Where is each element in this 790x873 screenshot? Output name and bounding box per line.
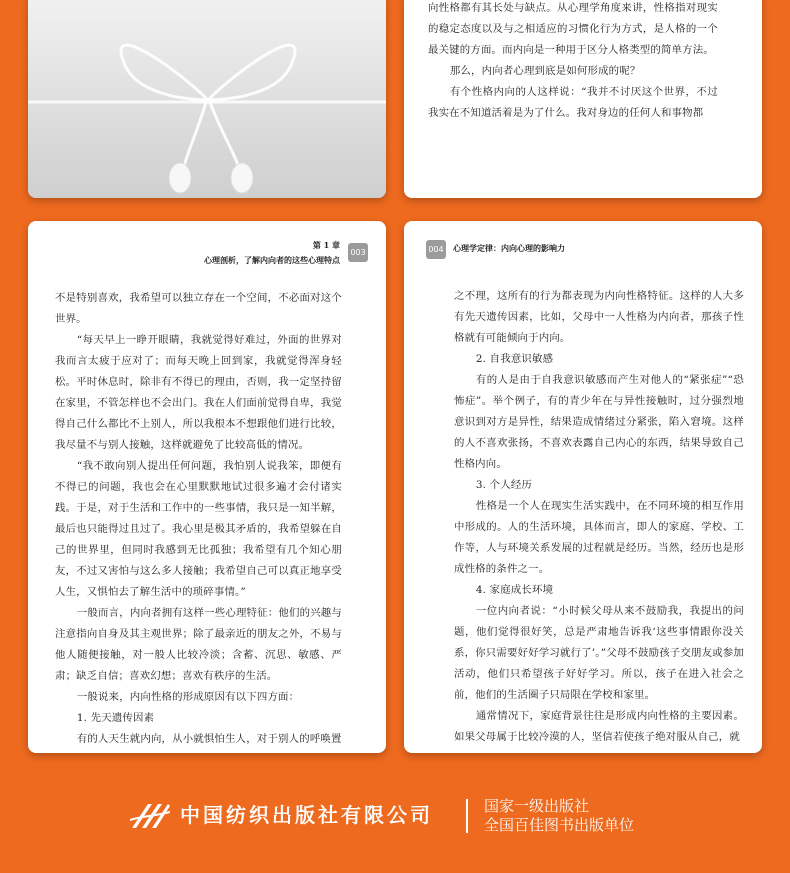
page-004-card	[404, 221, 762, 753]
page-number-badge: 004	[426, 240, 446, 259]
page-fragment-text	[428, 0, 718, 124]
paragraph: 向性格都有其长处与缺点。从心理学角度来讲，性格指对现实的稳定态度以及与之相适应的习惯化行为方式，是人格的一个最关键的方面。而内向是一种用于区分人格类型的简单方法。	[428, 2, 718, 56]
chapter-number: 第 1 章	[312, 240, 340, 250]
section-heading: 2. 自我意识敏感	[475, 353, 554, 365]
paragraph: 那么，内向者心理到底是如何形成的呢？	[449, 65, 641, 77]
paragraph: 有的人是由于自我意识敏感而产生对他人的“紧张症”“恐怖症”。举个例子，有的青少年在与异性接触时，过分强烈地意识到对方是异性，结果造成情绪过分紧张，陷入窘境。这样的人不喜欢张扬，不喜欢表露自己内心的东西，结果导致自己性格内向。	[454, 374, 744, 470]
paragraph: 性格是一个人在现实生活实践中，在不同环境的相互作用中形成的。人的生活环境，具体而言，即人的家庭、学校、工作等，人与环境关系发展的过程就是经历。当然，经历也是形成性格的条件之一。	[454, 500, 744, 575]
paragraph: 有个性格内向的人这样说：“我并不讨厌这个世界，不过我实在不知道活着是为了什么。我对身边的任何人和事物都	[428, 86, 718, 119]
page-body	[55, 288, 342, 750]
publisher-name: 中国纺织出版社有限公司	[180, 803, 433, 827]
page-fragment-card	[404, 0, 762, 198]
paragraph: 有的人天生就内向，从小就惧怕生人，对于别人的呼唤置	[76, 733, 342, 745]
paragraph: 通常情况下，家庭背景往往是形成内向性格的主要因素。如果父母属于比较冷漠的人，坚信若使孩子绝对服从自己，就	[454, 710, 744, 743]
section-heading: 3. 个人经历	[475, 479, 533, 491]
page-header	[204, 238, 340, 268]
section-heading: 1. 先天遗传因素	[76, 712, 155, 724]
publisher-credentials	[484, 797, 634, 835]
chapter-title: 心理剖析，了解内向者的这些心理特点	[204, 255, 340, 265]
paragraph: 之不理，这所有的行为都表现为内向性格特征。这样的人大多有先天遗传因素，比如，父母中一人性格为内向者，那孩子性格就有可能倾向于内向。	[454, 290, 744, 344]
section-heading: 4. 家庭成长环境	[475, 584, 554, 596]
page-003-card	[28, 221, 386, 753]
paragraph: 一位内向者说：“小时候父母从来不鼓励我，我提出的问题，他们觉得很好笑，总是严肃地告诉我‘这些事情跟你没关系，你只需要好好学习就行了’。”父母不鼓励孩子交朋友或参加活动，他们只希望孩子好好学习。所以，孩子在进入社会之前，他们的生活圈子只局限在学校和家里。	[454, 605, 744, 701]
footer-divider	[466, 799, 468, 833]
publisher-logo-icon	[130, 800, 170, 832]
page-body	[454, 286, 744, 748]
paragraph: “每天早上一睁开眼睛，我就觉得好难过，外面的世界对我而言太疲于应对了；而每天晚上回到家，我就觉得浑身轻松。平时休息时，除非有不得已的理由，否则，我一定坚持留在家里，不管怎样也不会出门。我在人们面前觉得自卑，我觉得自己什么都比不上别人，所以我根本不想跟他们进行比较，我尽量不与别人接触，这样就避免了比较高低的情况。	[55, 334, 342, 451]
credential-line: 全国百佳图书出版单位	[484, 816, 635, 834]
paragraph: 不是特别喜欢，我希望可以独立存在一个空间，不必面对这个世界。	[55, 292, 342, 325]
paragraph: “我不敢向别人提出任何问题，我怕别人说我笨，即便有不得已的问题，我也会在心里默默地试过很多遍才会付诸实践。于是，对于生活和工作中的一些事情，我只是一知半解，最后也只能得过且过了。我心里是极其矛盾的，我希望躲在自己的世界里，但同时我感到无比孤独；我希望有几个知心朋友，不过又害怕与这么多人接触；我希望自己可以真正地享受人生，又惧怕去了解生活中的琐碎事情。”	[55, 460, 342, 598]
earphones-icon	[28, 0, 386, 198]
photo-card	[28, 0, 386, 198]
page-header: 心理学定律：内向心理的影响力	[453, 243, 565, 253]
credential-line: 国家一级出版社	[484, 797, 590, 815]
page-number-badge: 003	[348, 243, 368, 262]
paragraph: 一般说来，内向性格的形成原因有以下四方面：	[76, 691, 300, 703]
paragraph: 一般而言，内向者拥有这样一些心理特征：他们的兴趣与注意指向自身及其主观世界；除了最亲近的朋友之外，不易与他人随便接触，对一般人比较冷淡；含蓄、沉思、敏感、严肃；缺乏自信；喜欢幻想；喜欢有秩序的生活。	[55, 607, 342, 682]
